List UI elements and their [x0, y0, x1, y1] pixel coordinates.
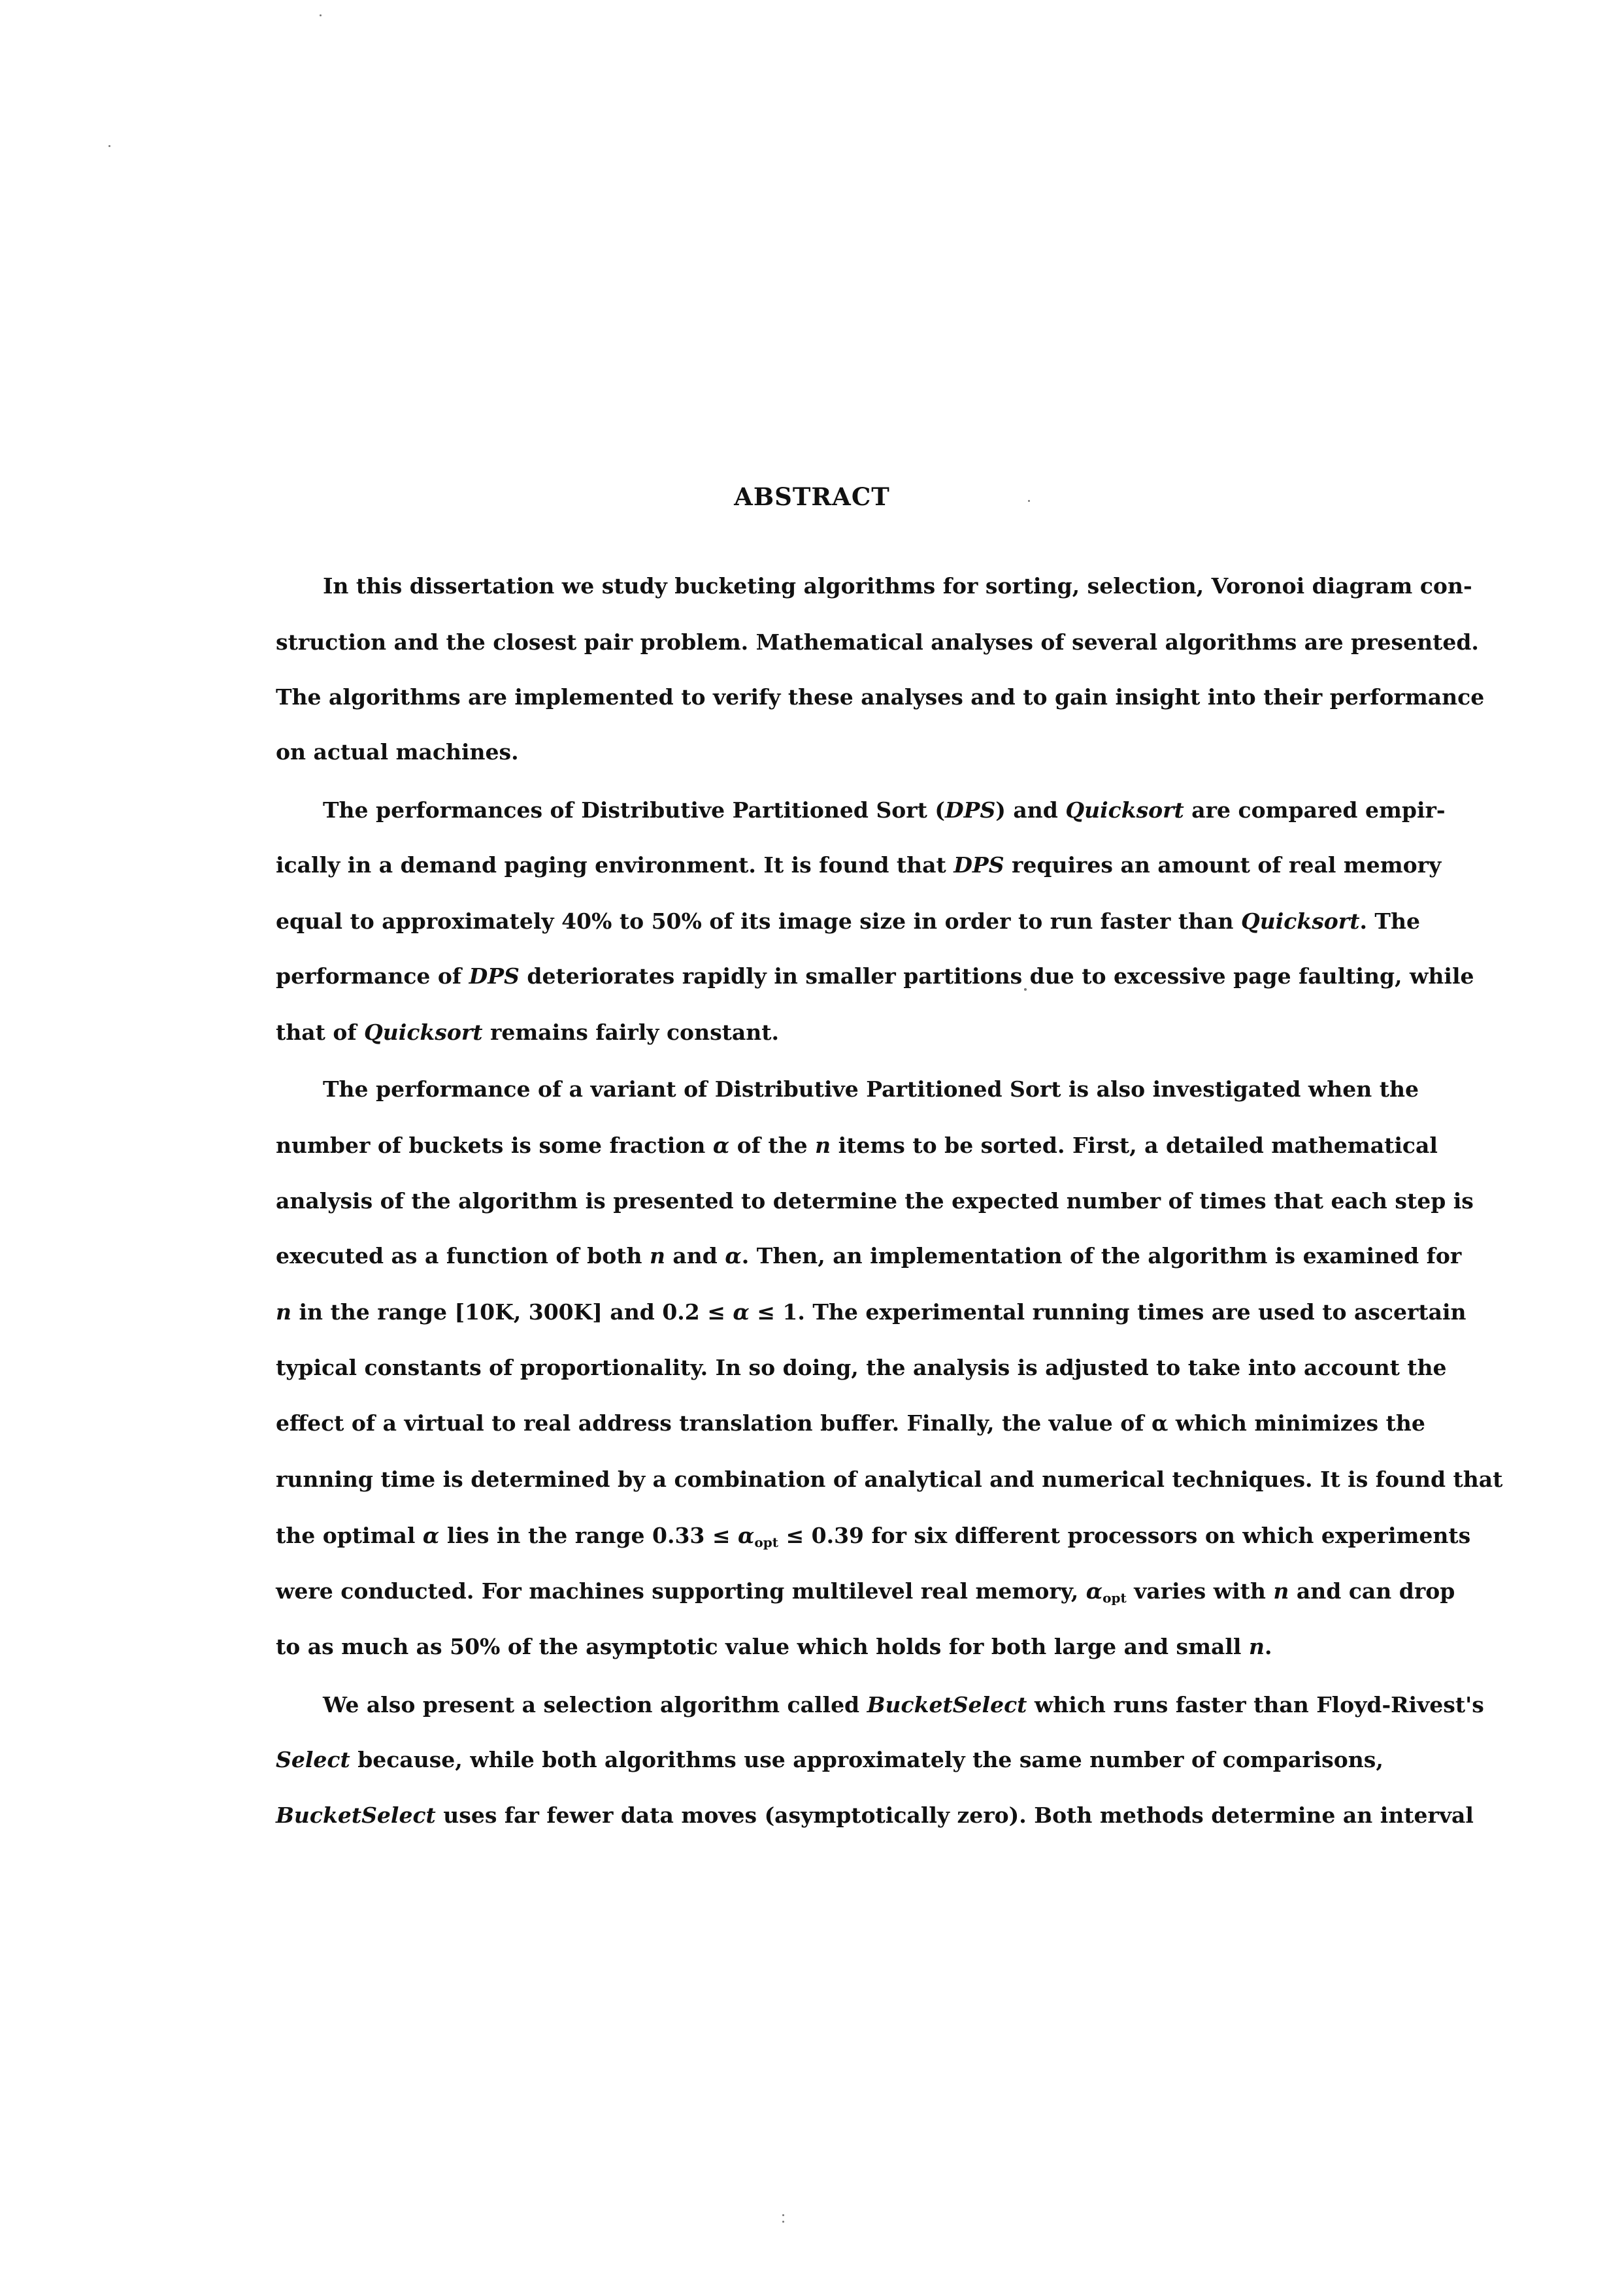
paragraph-3-line-5: n in the range [10K, 300K] and 0.2 ≤ α ≤ 1. The experimental running times are used to ascertain — [276, 1299, 1467, 1325]
scan-speck — [320, 14, 322, 16]
paragraph-3-line-11: to as much as 50% of the asymptotic value which holds for both large and small n. — [276, 1634, 1272, 1659]
paragraph-3-line-3: analysis of the algorithm is presented to determine the expected number of times that each step is — [276, 1188, 1474, 1214]
paragraph-3-line-2: number of buckets is some fraction α of the n items to be sorted. First, a detailed mathematical — [276, 1133, 1438, 1158]
paragraph-1-line-3: The algorithms are implemented to verify these analyses and to gain insight into their performance — [276, 684, 1485, 710]
paragraph-3-line-7: effect of a virtual to real address translation buffer. Finally, the value of α which minimizes the — [276, 1410, 1425, 1436]
paragraph-3-line-4: executed as a function of both n and α. Then, an implementation of the algorithm is examined for — [276, 1243, 1462, 1269]
scan-speck — [782, 2221, 784, 2223]
paragraph-3-line-9: the optimal α lies in the range $0.33 \le \alpha_{opt} \le 0.39$ for six different processors on which experiments — [276, 1523, 1471, 1550]
scan-speck — [782, 2214, 784, 2216]
paragraph-1-line-4: on actual machines. — [276, 739, 519, 765]
paragraph-3-line-10: were conducted. For machines supporting multilevel real memory, $\alpha_{opt}$ varies with n and can drop — [276, 1578, 1455, 1606]
paragraph-2-line-1: The performances of Distributive Partitioned Sort (DPS) and Quicksort are compared empir- — [323, 797, 1446, 823]
paragraph-2-line-4: performance of DPS deteriorates rapidly in smaller partitions due to excessive page faulting, while — [276, 963, 1474, 989]
paragraph-3-line-6: typical constants of proportionality. In so doing, the analysis is adjusted to take into account the — [276, 1355, 1447, 1380]
paragraph-3-line-8: running time is determined by a combination of analytical and numerical techniques. It is found that — [276, 1467, 1503, 1492]
paragraph-4-line-2: Select because, while both algorithms use approximately the same number of comparisons, — [276, 1747, 1384, 1772]
paragraph-3-line-1: The performance of a variant of Distributive Partitioned Sort is also investigated when the — [323, 1076, 1419, 1102]
paragraph-4-line-1: We also present a selection algorithm called BucketSelect which runs faster than Floyd-Rivest's — [323, 1692, 1484, 1718]
paragraph-4-line-3: BucketSelect uses far fewer data moves (asymptotically zero). Both methods determine an interval — [276, 1802, 1474, 1828]
abstract-heading: ABSTRACT — [734, 482, 890, 511]
paragraph-1-line-1: In this dissertation we study bucketing algorithms for sorting, selection, Voronoi diagram con- — [323, 573, 1472, 599]
scan-speck — [108, 145, 110, 147]
paragraph-1-line-2: struction and the closest pair problem. Mathematical analyses of several algorithms are presented. — [276, 629, 1479, 655]
paragraph-2-line-2: ically in a demand paging environment. It is found that DPS requires an amount of real memory — [276, 852, 1442, 878]
paragraph-2-line-3: equal to approximately 40% to 50% of its image size in order to run faster than Quicksort. The — [276, 908, 1420, 934]
paragraph-2-line-5: that of Quicksort remains fairly constant. — [276, 1020, 779, 1045]
